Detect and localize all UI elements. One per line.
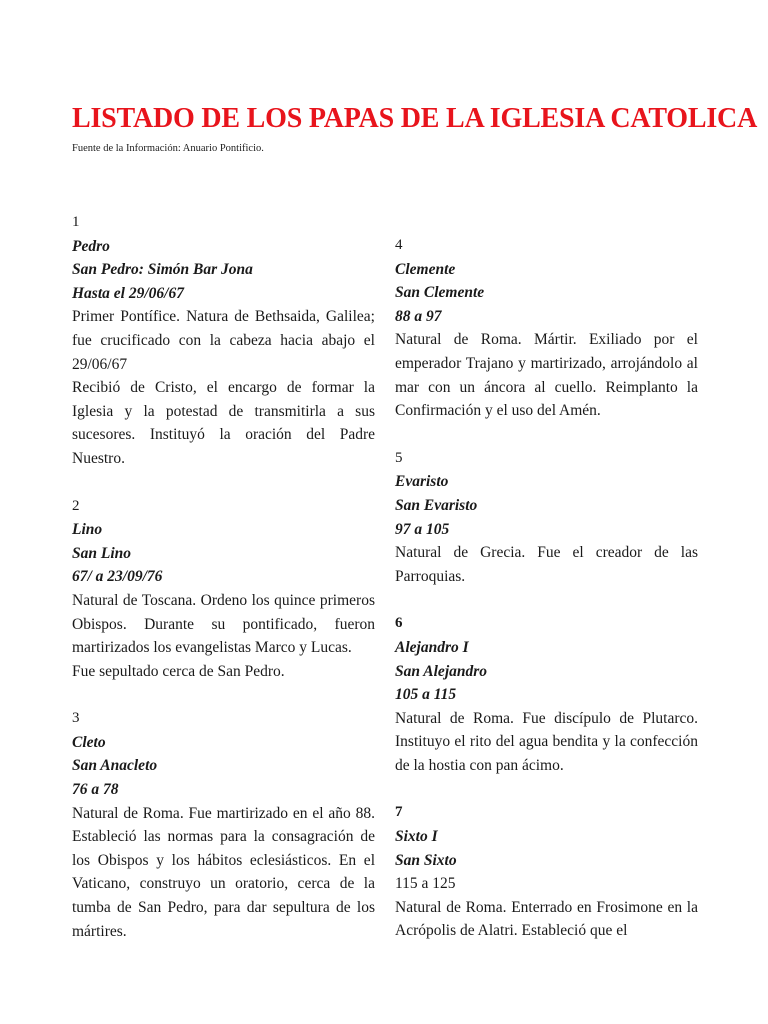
description-paragraph: Recibió de Cristo, el encargo de formar la Iglesia y la potestad de transmitirla a sus sucesores. Instituyó la oración del Padre Nuestro.	[72, 379, 375, 467]
pope-saint-name: San Alejandro	[395, 662, 488, 680]
pope-dates: Hasta el 29/06/67	[72, 284, 184, 302]
pope-dates: 88 a 97	[395, 307, 442, 325]
description-paragraph: Natural de Roma. Fue martirizado en el año 88. Estableció las normas para la consagración de los Obispos y los hábitos eclesiásticos. En el Vaticano, construyo un oratorio, cerca de la tumba de San Pedro, para dar sepultura de los mártires.	[72, 804, 375, 940]
pope-saint-name: San Evaristo	[395, 496, 478, 514]
description-paragraph: Natural de Toscana. Ordeno los quince primeros Obispos. Durante su pontificado, fueron martirizados los evangelistas Marco y Lucas.	[72, 591, 375, 657]
pope-number: 6	[395, 615, 403, 632]
pope-name: Alejandro I	[395, 638, 469, 656]
description-paragraph: Natural de Roma. Fue discípulo de Plutarco. Instituyo el rito del agua bendita y la confección de la hostia con pan ácimo.	[395, 709, 698, 774]
pope-dates: 105 a 115	[395, 686, 457, 704]
pope-number: 7	[395, 804, 403, 821]
pope-dates: 76 a 78	[72, 781, 119, 799]
pope-description	[395, 896, 698, 943]
pope-saint-name: San Clemente	[395, 284, 485, 302]
pope-saint-name: San Pedro: Simón Bar Jona	[72, 261, 253, 279]
pope-entry	[395, 234, 698, 423]
pope-name: Cleto	[72, 733, 106, 751]
pope-description	[72, 589, 375, 683]
pope-number: 2	[72, 497, 80, 514]
pope-entry	[395, 447, 698, 589]
pope-dates: 67/ a 23/09/76	[72, 568, 163, 586]
pope-dates: 115 a 125	[395, 875, 456, 893]
pope-saint-name: San Lino	[72, 544, 132, 562]
pope-number: 4	[395, 237, 403, 253]
pope-description	[395, 541, 698, 588]
document-title: LISTADO DE LOS PAPAS DE LA IGLESIA CATOLICA	[72, 103, 758, 134]
pope-name: Lino	[72, 521, 103, 539]
pope-description	[395, 707, 698, 778]
source-note: Fuente de la Información: Anuario Pontificio.	[72, 143, 264, 154]
description-paragraph: Primer Pontífice. Natura de Bethsaida, Galilea; fue crucificado con la cabeza hacia abajo el 29/06/67	[72, 308, 375, 373]
left-column	[72, 211, 375, 967]
pope-number: 3	[72, 710, 80, 727]
pope-name: Clemente	[395, 260, 456, 278]
pope-number: 5	[395, 449, 403, 466]
pope-saint-name: San Anacleto	[72, 757, 158, 775]
description-paragraph: Fue sepultado cerca de San Pedro.	[72, 662, 285, 680]
pope-dates: 97 a 105	[395, 520, 450, 538]
pope-name: Sixto I	[395, 828, 438, 846]
pope-entry	[72, 707, 375, 943]
pope-name: Evaristo	[395, 473, 449, 491]
description-paragraph: Natural de Roma. Enterrado en Frosimone en la Acrópolis de Alatri. Estableció que el	[395, 898, 698, 940]
description-paragraph: Natural de Roma. Mártir. Exiliado por el emperador Trajano y martirizado, arrojándolo al mar con un áncora al cuello. Reimplanto la Confirmación y el uso del Amén.	[395, 331, 698, 420]
right-column	[395, 234, 698, 967]
pope-entry	[395, 801, 698, 943]
pope-description	[395, 328, 698, 422]
description-paragraph: Natural de Grecia. Fue el creador de las Parroquias.	[395, 544, 698, 585]
pope-entry	[72, 495, 375, 684]
pope-entry	[72, 211, 375, 471]
pope-description	[72, 305, 375, 470]
pope-entry	[395, 612, 698, 777]
pope-saint-name: San Sixto	[395, 851, 457, 869]
pope-number: 1	[72, 214, 80, 230]
pope-name: Pedro	[72, 237, 110, 255]
pope-description	[72, 802, 375, 944]
